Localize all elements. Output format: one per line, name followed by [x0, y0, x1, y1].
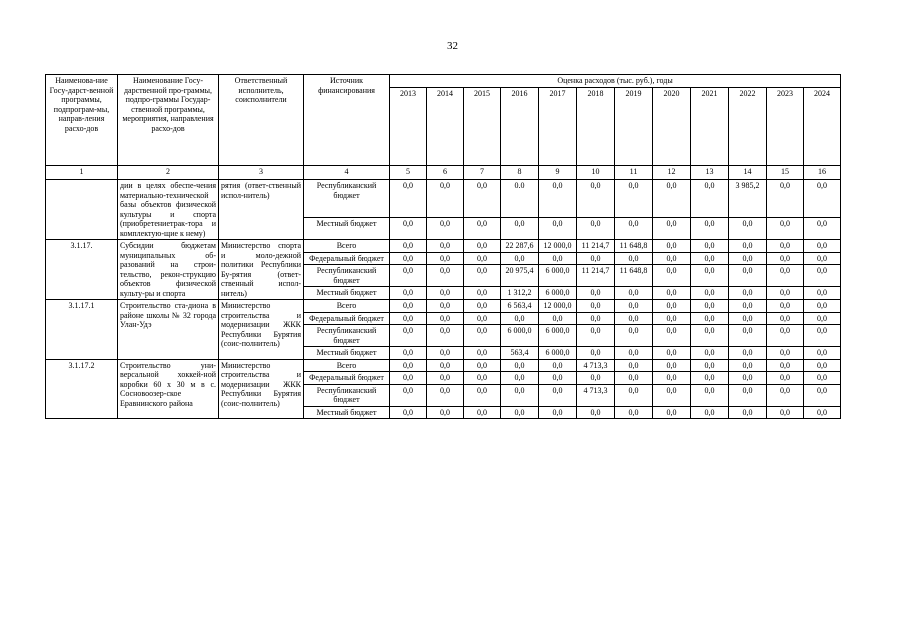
expense-value: 0,0	[767, 240, 804, 253]
expense-value: 0,0	[427, 359, 464, 372]
year-header: 2023	[767, 88, 804, 166]
funding-source: Республиканский бюджет	[304, 180, 390, 218]
year-header: 2017	[539, 88, 577, 166]
expense-value: 0,0	[427, 180, 464, 218]
expense-value: 0,0	[691, 406, 729, 419]
expense-value: 0,0	[427, 218, 464, 240]
expense-value: 0,0	[464, 180, 501, 218]
header-row-top	[46, 75, 841, 88]
column-number: 4	[304, 166, 390, 180]
expense-value: 0,0	[767, 312, 804, 325]
expense-value: 0,0	[390, 347, 427, 360]
expense-value: 0,0	[390, 359, 427, 372]
expense-value: 22 287,6	[501, 240, 539, 253]
expense-value: 0,0	[464, 384, 501, 406]
expense-value: 0,0	[464, 265, 501, 287]
item-executor: рятия (ответ-ственный испол-нитель)	[219, 180, 304, 240]
expense-value: 0,0	[804, 347, 841, 360]
expense-value: 0,0	[539, 372, 577, 385]
funding-source: Федеральный бюджет	[304, 312, 390, 325]
column-number: 10	[577, 166, 615, 180]
item-name: Субсидии бюджетам муниципальных об-разований на строи-тельство, рекон-струкцию объектов физической культу-ры и спорта	[118, 240, 219, 300]
expense-value: 0,0	[767, 218, 804, 240]
year-header: 2015	[464, 88, 501, 166]
expense-value: 0,0	[691, 312, 729, 325]
expense-value: 6 000,0	[501, 325, 539, 347]
column-numbers-row	[46, 166, 841, 180]
expense-value: 0,0	[577, 218, 615, 240]
expense-value: 11 214,7	[577, 240, 615, 253]
expense-value: 0,0	[691, 384, 729, 406]
column-number: 16	[804, 166, 841, 180]
expense-value: 0,0	[729, 218, 767, 240]
item-name: Строительство уни-версальной хоккей-ной коробки 60 х 30 м в с. Сосновоозер-ское Еравнинского района	[118, 359, 219, 419]
expense-value: 0,0	[615, 347, 653, 360]
year-header: 2014	[427, 88, 464, 166]
expense-value: 0,0	[615, 300, 653, 313]
expense-value: 0.0	[501, 180, 539, 218]
funding-source: Местный бюджет	[304, 406, 390, 419]
funding-source: Местный бюджет	[304, 347, 390, 360]
expense-value: 0,0	[501, 384, 539, 406]
expense-value: 0,0	[464, 300, 501, 313]
item-executor: Министерство спорта и моло-дежной политики Республики Бу-рятия (ответ-ственный испол-нитель)	[219, 240, 304, 300]
expense-value: 0,0	[804, 325, 841, 347]
expense-value: 6 563,4	[501, 300, 539, 313]
funding-source: Всего	[304, 300, 390, 313]
item-name: дии в целях обеспе-чения материально-технической базы объектов физической культуры и спорта (приобретениетрак-тора и комплектую-щие к нему)	[118, 180, 219, 240]
year-header: 2021	[691, 88, 729, 166]
expense-value: 0,0	[767, 406, 804, 419]
expense-value: 11 648,8	[615, 240, 653, 253]
expense-value: 0,0	[729, 300, 767, 313]
expense-value: 0,0	[729, 240, 767, 253]
expense-value: 0,0	[464, 347, 501, 360]
expense-value: 0,0	[427, 300, 464, 313]
expense-value: 0,0	[427, 265, 464, 287]
expense-value: 0,0	[390, 265, 427, 287]
column-number: 6	[427, 166, 464, 180]
expense-value: 0,0	[464, 359, 501, 372]
expense-value: 6 000,0	[539, 287, 577, 300]
expense-value: 0,0	[464, 252, 501, 265]
year-header: 2018	[577, 88, 615, 166]
expense-value: 11 214,7	[577, 265, 615, 287]
column-number: 5	[390, 166, 427, 180]
expense-value: 0,0	[804, 265, 841, 287]
expense-value: 0,0	[464, 406, 501, 419]
expense-value: 0,0	[653, 312, 691, 325]
column-number: 11	[615, 166, 653, 180]
funding-source: Всего	[304, 240, 390, 253]
expense-value: 0,0	[464, 287, 501, 300]
expense-value: 0,0	[390, 384, 427, 406]
expense-value: 0,0	[539, 252, 577, 265]
expense-value: 0,0	[577, 180, 615, 218]
item-executor: Министерство строительства и модернизации ЖКК Республики Бурятия (соис-полнитель)	[219, 300, 304, 360]
expense-value: 0,0	[653, 384, 691, 406]
expense-value: 563,4	[501, 347, 539, 360]
item-executor: Министерство строительства и модернизации ЖКК Республики Бурятия (соис-полнитель)	[219, 359, 304, 419]
expense-value: 0,0	[427, 240, 464, 253]
expense-value: 6 000,0	[539, 265, 577, 287]
expense-value: 0,0	[390, 325, 427, 347]
column-number: 7	[464, 166, 501, 180]
expense-value: 0,0	[653, 372, 691, 385]
expense-value: 0,0	[539, 180, 577, 218]
expense-value: 0,0	[615, 372, 653, 385]
expense-value: 0,0	[729, 265, 767, 287]
expense-value: 0,0	[653, 180, 691, 218]
expense-value: 3 985,2	[729, 180, 767, 218]
expense-value: 0,0	[691, 372, 729, 385]
expense-value: 0,0	[464, 312, 501, 325]
expense-value: 0,0	[427, 406, 464, 419]
expense-value: 0,0	[653, 325, 691, 347]
header-funding-source: Источник финансирования	[304, 75, 390, 166]
expense-value: 0,0	[539, 312, 577, 325]
year-header: 2013	[390, 88, 427, 166]
expense-value: 0,0	[729, 252, 767, 265]
expense-value: 12 000,0	[539, 300, 577, 313]
expense-value: 0,0	[691, 240, 729, 253]
item-code: 3.1.17.1	[46, 300, 118, 360]
expense-value: 0,0	[539, 384, 577, 406]
year-header: 2024	[804, 88, 841, 166]
column-number: 15	[767, 166, 804, 180]
item-code: 3.1.17.2	[46, 359, 118, 419]
expense-value: 0,0	[577, 287, 615, 300]
expense-value: 0,0	[729, 359, 767, 372]
expense-value: 0,0	[577, 347, 615, 360]
expense-value: 0,0	[804, 218, 841, 240]
expense-value: 0,0	[767, 180, 804, 218]
expense-value: 0,0	[427, 325, 464, 347]
expense-value: 0,0	[767, 372, 804, 385]
expense-value: 0,0	[427, 252, 464, 265]
expense-value: 0,0	[464, 325, 501, 347]
expense-value: 0,0	[653, 406, 691, 419]
expense-value: 0,0	[615, 325, 653, 347]
expense-value: 11 648,8	[615, 265, 653, 287]
expense-value: 0,0	[390, 252, 427, 265]
expense-value: 0,0	[615, 406, 653, 419]
table-row	[46, 180, 841, 218]
expense-value: 0,0	[615, 312, 653, 325]
table-row	[46, 300, 841, 313]
expense-value: 0,0	[804, 372, 841, 385]
expense-value: 0,0	[729, 325, 767, 347]
item-code	[46, 180, 118, 240]
expense-value: 0,0	[691, 180, 729, 218]
column-number: 1	[46, 166, 118, 180]
column-number: 9	[539, 166, 577, 180]
expense-value: 0,0	[390, 180, 427, 218]
expense-value: 0,0	[427, 347, 464, 360]
year-header: 2019	[615, 88, 653, 166]
expense-value: 0,0	[464, 372, 501, 385]
expense-value: 0,0	[615, 218, 653, 240]
funding-source: Республиканский бюджет	[304, 325, 390, 347]
expense-value: 0,0	[691, 359, 729, 372]
expense-value: 0,0	[653, 240, 691, 253]
expense-value: 0,0	[767, 384, 804, 406]
expense-value: 0,0	[691, 252, 729, 265]
expense-value: 1 312,2	[501, 287, 539, 300]
expense-value: 0,0	[390, 218, 427, 240]
expense-value: 0,0	[804, 359, 841, 372]
year-header: 2020	[653, 88, 691, 166]
table-row	[46, 240, 841, 253]
expense-value: 0,0	[427, 384, 464, 406]
funding-source: Республиканский бюджет	[304, 265, 390, 287]
expense-value: 0,0	[390, 240, 427, 253]
expense-value: 0,0	[691, 287, 729, 300]
year-header: 2022	[729, 88, 767, 166]
expense-value: 0,0	[390, 312, 427, 325]
expense-value: 0,0	[501, 312, 539, 325]
column-number: 14	[729, 166, 767, 180]
expense-value: 0,0	[691, 325, 729, 347]
expense-value: 4 713,3	[577, 384, 615, 406]
expense-value: 0,0	[539, 218, 577, 240]
expense-value: 0,0	[653, 287, 691, 300]
expense-value: 6 000,0	[539, 347, 577, 360]
expense-value: 0,0	[691, 347, 729, 360]
header-program: Наименова-ние Госу-дарст-венной программы, подпрограм-мы, направ-ления расхо-дов	[46, 75, 118, 166]
expense-value: 0,0	[653, 265, 691, 287]
expense-value: 0,0	[615, 384, 653, 406]
expense-value: 0,0	[804, 252, 841, 265]
expense-value: 0,0	[427, 312, 464, 325]
expense-value: 0,0	[653, 359, 691, 372]
expense-value: 12 000,0	[539, 240, 577, 253]
expense-value: 0,0	[615, 252, 653, 265]
expense-value: 0,0	[804, 384, 841, 406]
expense-value: 0,0	[804, 300, 841, 313]
funding-source: Всего	[304, 359, 390, 372]
expense-value: 0,0	[390, 287, 427, 300]
expense-value: 0,0	[767, 359, 804, 372]
expense-value: 0,0	[427, 372, 464, 385]
expense-value: 0,0	[729, 287, 767, 300]
expense-value: 0,0	[653, 218, 691, 240]
budget-table	[45, 74, 841, 419]
expense-value: 0,0	[501, 252, 539, 265]
column-number: 13	[691, 166, 729, 180]
column-number: 3	[219, 166, 304, 180]
expense-value: 0,0	[539, 406, 577, 419]
expense-value: 0,0	[767, 252, 804, 265]
funding-source: Республиканский бюджет	[304, 384, 390, 406]
expense-value: 0,0	[767, 287, 804, 300]
expense-value: 6 000,0	[539, 325, 577, 347]
expense-value: 0,0	[501, 359, 539, 372]
funding-source: Местный бюджет	[304, 218, 390, 240]
item-code: 3.1.17.	[46, 240, 118, 300]
header-executor: Ответственный исполнитель, соисполнители	[219, 75, 304, 166]
expense-value: 20 975,4	[501, 265, 539, 287]
expense-value: 0,0	[464, 218, 501, 240]
column-number: 12	[653, 166, 691, 180]
expense-value: 0,0	[804, 240, 841, 253]
expense-value: 0,0	[729, 312, 767, 325]
expense-value: 0,0	[615, 180, 653, 218]
expense-value: 0,0	[691, 300, 729, 313]
expense-value: 0,0	[653, 347, 691, 360]
expense-value: 0,0	[577, 300, 615, 313]
expense-value: 0,0	[729, 406, 767, 419]
funding-source: Местный бюджет	[304, 287, 390, 300]
expense-value: 0,0	[577, 252, 615, 265]
expense-value: 0,0	[577, 312, 615, 325]
header-estimate: Оценка расходов (тыс. руб.), годы	[390, 75, 841, 88]
expense-value: 0,0	[804, 312, 841, 325]
expense-value: 0,0	[653, 252, 691, 265]
expense-value: 0,0	[767, 347, 804, 360]
expense-value: 0,0	[501, 406, 539, 419]
expense-value: 0,0	[390, 372, 427, 385]
column-number: 8	[501, 166, 539, 180]
page-number: 32	[447, 40, 458, 52]
table-row	[46, 359, 841, 372]
funding-source: Федеральный бюджет	[304, 252, 390, 265]
expense-value: 0,0	[804, 180, 841, 218]
expense-value: 0,0	[691, 265, 729, 287]
expense-value: 0,0	[653, 300, 691, 313]
expense-value: 0,0	[767, 325, 804, 347]
expense-value: 0,0	[729, 384, 767, 406]
expense-value: 0,0	[804, 406, 841, 419]
expense-value: 0,0	[767, 300, 804, 313]
funding-source: Федеральный бюджет	[304, 372, 390, 385]
expense-value: 0,0	[427, 287, 464, 300]
header-program-name: Наименование Госу-дарственной про-граммы, подпро-граммы Государ-ственной программы, мероприятия, направления расхо-дов	[118, 75, 219, 166]
expense-value: 0,0	[615, 287, 653, 300]
expense-value: 0,0	[577, 372, 615, 385]
year-header: 2016	[501, 88, 539, 166]
expense-value: 0,0	[804, 287, 841, 300]
item-name: Строительство ста-диона в районе школы № 32 города Улан-Удэ	[118, 300, 219, 360]
expense-value: 0,0	[390, 406, 427, 419]
expense-value: 0,0	[464, 240, 501, 253]
column-number: 2	[118, 166, 219, 180]
expense-value: 0,0	[501, 372, 539, 385]
expense-value: 4 713,3	[577, 359, 615, 372]
expense-value: 0,0	[615, 359, 653, 372]
expense-value: 0,0	[577, 406, 615, 419]
expense-value: 0,0	[577, 325, 615, 347]
expense-value: 0,0	[390, 300, 427, 313]
expense-value: 0,0	[501, 218, 539, 240]
expense-value: 0,0	[539, 359, 577, 372]
expense-value: 0,0	[767, 265, 804, 287]
expense-value: 0,0	[729, 372, 767, 385]
expense-value: 0,0	[691, 218, 729, 240]
expense-value: 0,0	[729, 347, 767, 360]
